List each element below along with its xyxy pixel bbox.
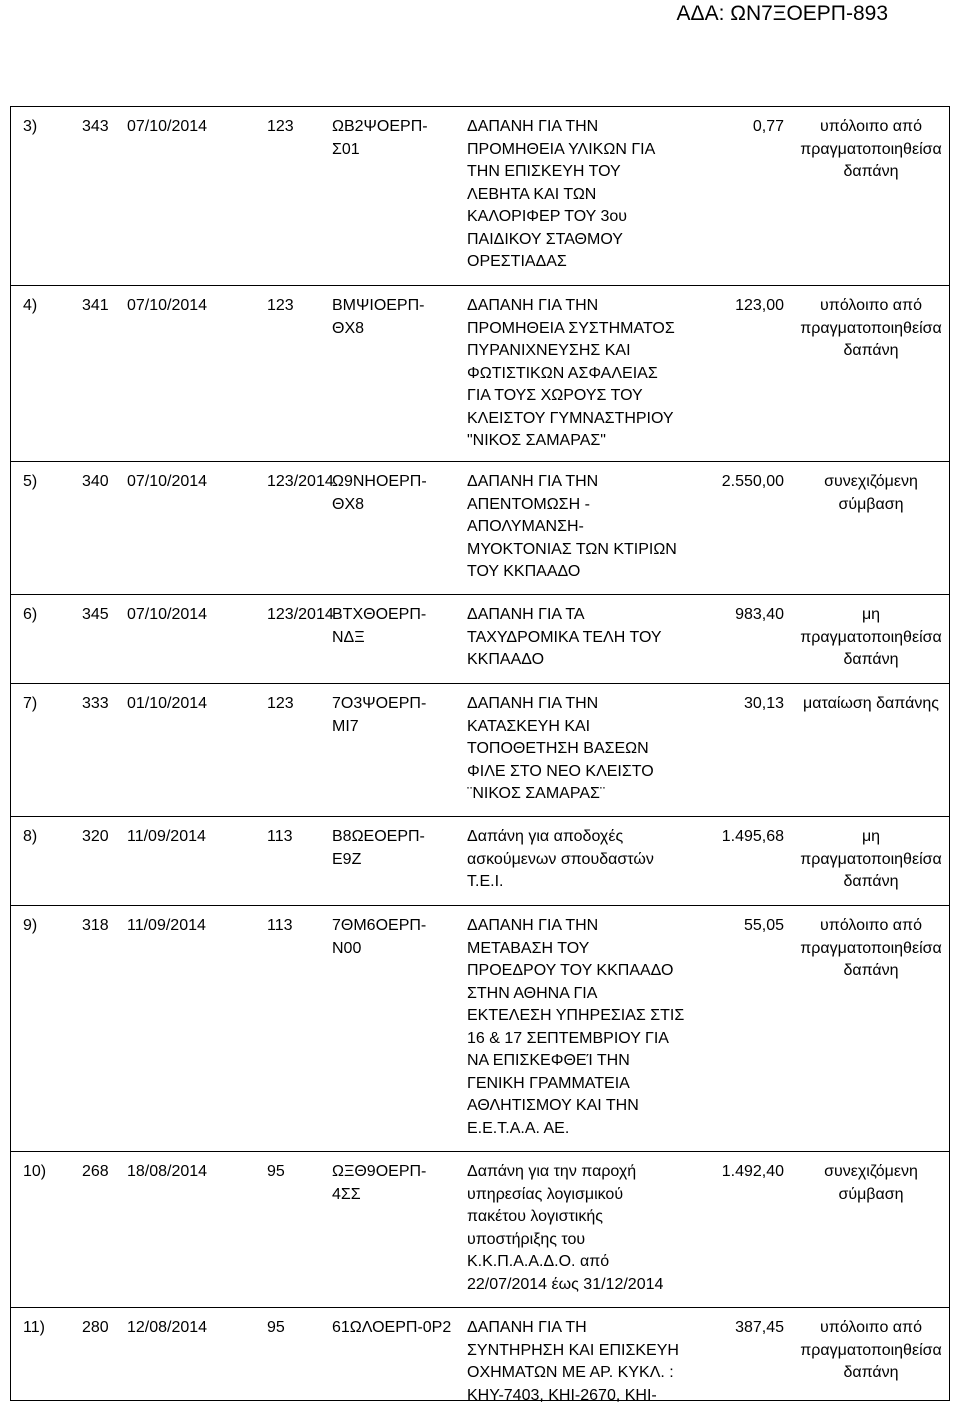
ada-code-line: ΘΧ8	[332, 495, 365, 513]
expense-status-line: δαπάνη	[843, 163, 899, 180]
expense-status-line: δαπάνη	[843, 342, 899, 359]
ada-code-line: Ω9ΝΗΟΕΡΠ-	[332, 473, 427, 490]
row-number: 11)	[23, 1319, 45, 1336]
row-date: 01/10/2014	[127, 695, 208, 712]
expense-description-line: ΜΥΟΚΤΟΝΙΑΣ ΤΩΝ ΚΤΙΡΙΩΝ	[467, 540, 677, 558]
expenses-table	[10, 106, 950, 1404]
row-number: 4)	[23, 297, 38, 314]
ada-code-line: ΒΤΧΘΟΕΡΠ-	[332, 606, 427, 623]
expense-description-line: ΠΡΟΕΔΡΟΥ ΤΟΥ ΚΚΠΑΑΔΟ	[467, 962, 674, 979]
expense-description-line: ΚΑΛΟΡΙΦΕΡ ΤΟΥ 3ου	[467, 208, 628, 225]
row-date: 07/10/2014	[127, 473, 208, 490]
expense-description	[467, 1161, 707, 1296]
expense-description-line: Ε.Ε.Τ.Α.Α. ΑΕ.	[467, 1119, 570, 1137]
row-date: 07/10/2014	[127, 118, 208, 135]
expense-status-line: ματαίωση δαπάνης	[803, 695, 939, 712]
row-date: 18/08/2014	[127, 1163, 208, 1180]
expense-status-line: πραγματοποιηθείσα	[800, 1341, 942, 1359]
expense-description-line: ΔΑΠΑΝΗ ΓΙΑ ΤΑ	[467, 606, 585, 623]
ada-code-line: Β8ΩΕΟΕΡΠ-Ε9Ζ	[332, 828, 425, 868]
expense-description-line: Δαπάνη για την παροχή	[467, 1163, 637, 1180]
expense-status	[791, 295, 951, 363]
kae-code: 123/2014	[267, 606, 334, 623]
ada-code-line: 7Ο3ΨΟΕΡΠ-ΜΙ7	[332, 695, 427, 735]
expense-status-line: υπόλοιπο από	[820, 297, 922, 314]
kae-code: 123	[267, 695, 294, 712]
expense-description-line: ΚΑΤΑΣΚΕΥΗ ΚΑΙ	[467, 717, 591, 735]
expense-description-line: ΜΕΤΑΒΑΣΗ ΤΟΥ	[467, 939, 590, 957]
row-cell	[11, 462, 950, 595]
expense-status-line: δαπάνη	[843, 873, 899, 890]
amount-value: 55,05	[743, 917, 784, 934]
expense-status-line: πραγματοποιηθείσα	[800, 939, 942, 957]
row-date: 11/09/2014	[127, 917, 206, 934]
expense-description-line: "ΝΙΚΟΣ ΣΑΜΑΡΑΣ"	[467, 432, 606, 449]
protocol-number: 345	[82, 606, 109, 623]
expense-description-line: Δαπάνη για αποδοχές	[467, 828, 624, 845]
row-date: 12/08/2014	[127, 1319, 208, 1336]
expense-status-line: πραγματοποιηθείσα	[800, 850, 942, 868]
expense-description-line: ΔΑΠΑΝΗ ΓΙΑ ΤΗΝ	[467, 695, 599, 712]
expense-description-line: ΓΙΑ ΤΟΥΣ ΧΩΡΟΥΣ ΤΟΥ	[467, 387, 643, 404]
expense-status-line: δαπάνη	[843, 962, 899, 979]
ada-code	[332, 295, 452, 340]
expense-description-line: ΚΗΥ-7403, ΚΗΙ-2670, ΚΗΙ-	[467, 1386, 657, 1404]
expense-description-line: ΔΑΠΑΝΗ ΓΙΑ ΤΗΝ	[467, 473, 599, 490]
ada-code	[332, 604, 452, 649]
expense-description-line: ΛΕΒΗΤΑ ΚΑΙ ΤΩΝ	[467, 185, 597, 203]
expense-status-line: δαπάνη	[843, 651, 899, 668]
row-cell	[11, 595, 950, 684]
table-row	[11, 107, 950, 286]
expense-status	[791, 1317, 951, 1385]
ada-code-line: ΘΧ8	[332, 319, 365, 337]
expense-description-line: ΑΠΕΝΤΟΜΩΣΗ -	[467, 495, 590, 513]
expense-description-line: ΝΑ ΕΠΙΣΚΕΦΘΕΊ ΤΗΝ	[467, 1052, 630, 1069]
expense-description	[467, 116, 707, 274]
expense-description	[467, 826, 707, 894]
ada-code-line: ΩΞΘ9ΟΕΡΠ-	[332, 1163, 427, 1180]
ada-code-line: 7ΘΜ6ΟΕΡΠ-	[332, 917, 427, 934]
expense-description-line: ΓΕΝΙΚΗ ΓΡΑΜΜΑΤΕΙΑ	[467, 1074, 630, 1092]
expense-status	[791, 604, 951, 672]
table-row	[11, 595, 950, 684]
expense-status-line: υπόλοιπο από	[820, 118, 922, 135]
expense-description-line: ΦΙΛΕ ΣΤΟ ΝΕΟ ΚΛΕΙΣΤΟ	[467, 762, 654, 780]
expense-description-line: ΚΚΠΑΑΔΟ	[467, 651, 545, 668]
ada-code	[332, 826, 452, 871]
table-row	[11, 1152, 950, 1308]
expense-description-line: υπηρεσίας λογισμικού	[467, 1185, 624, 1203]
expense-status-line: μη	[861, 828, 881, 845]
protocol-number: 341	[82, 297, 109, 314]
amount-value: 0,77	[752, 118, 784, 135]
amount-value: 983,40	[735, 606, 784, 623]
row-date: 07/10/2014	[127, 297, 208, 314]
expense-status-line: υπόλοιπο από	[820, 917, 922, 934]
table-row	[11, 286, 950, 462]
amount-value: 123,00	[735, 297, 784, 314]
expense-description-line: ΤΗΝ ΕΠΙΣΚΕΥΗ ΤΟΥ	[467, 163, 621, 180]
row-cell	[11, 817, 950, 906]
expense-status-line: υπόλοιπο από	[820, 1319, 922, 1336]
table-row	[11, 462, 950, 595]
expense-status	[791, 693, 951, 716]
ada-code-line: ΝΔΞ	[332, 628, 365, 646]
kae-code: 113	[267, 828, 293, 845]
row-cell	[11, 906, 950, 1152]
protocol-number: 318	[82, 917, 109, 934]
expense-description	[467, 693, 707, 806]
expense-description	[467, 604, 707, 672]
expense-description-line: ΠΡΟΜΗΘΕΙΑ ΥΛΙΚΩΝ ΓΙΑ	[467, 140, 656, 158]
ada-code	[332, 116, 452, 161]
protocol-number: 340	[82, 473, 109, 490]
table-row	[11, 817, 950, 906]
expense-description-line: ΣΥΝΤΗΡΗΣΗ ΚΑΙ ΕΠΙΣΚΕΥΗ	[467, 1341, 679, 1359]
expense-description-line: υποστήριξης του	[467, 1230, 586, 1248]
protocol-number: 333	[82, 695, 109, 712]
expense-description-line: ΣΤΗΝ ΑΘΗΝΑ ΓΙΑ	[467, 984, 598, 1002]
expense-status	[791, 471, 951, 516]
row-number: 6)	[23, 606, 38, 623]
ada-code	[332, 693, 452, 738]
amount-value: 387,45	[735, 1319, 784, 1336]
row-cell	[11, 684, 950, 817]
expense-description-line: ΔΑΠΑΝΗ ΓΙΑ ΤΗΝ	[467, 297, 599, 314]
expense-status	[791, 915, 951, 983]
expense-description	[467, 295, 707, 453]
row-number: 8)	[23, 828, 38, 845]
table-row	[11, 1308, 950, 1401]
expense-status	[791, 116, 951, 184]
row-number: 5)	[23, 473, 38, 490]
protocol-number: 320	[82, 828, 109, 845]
expense-description-line: ΤΟΥ ΚΚΠΑΑΔΟ	[467, 563, 581, 580]
expense-status	[791, 1161, 951, 1206]
row-number: 7)	[23, 695, 38, 712]
expense-description-line: ΟΡΕΣΤΙΑΔΑΣ	[467, 253, 567, 270]
expense-description-line: ΤΟΠΟΘΕΤΗΣΗ ΒΑΣΕΩΝ	[467, 740, 649, 757]
protocol-number: 343	[82, 118, 109, 135]
table-row	[11, 684, 950, 817]
amount-value: 1.492,40	[721, 1163, 784, 1180]
expense-description-line: ΔΑΠΑΝΗ ΓΙΑ ΤΗ	[467, 1319, 587, 1336]
expenses-table-body	[11, 107, 950, 1404]
row-number: 3)	[23, 118, 38, 135]
ada-code-line: Ν00	[332, 939, 362, 957]
expense-status-line: σύμβαση	[838, 495, 904, 513]
expense-description-line: 16 & 17 ΣΕΠΤΕΜΒΡΙΟΥ ΓΙΑ	[467, 1029, 669, 1047]
expense-description-line: Τ.Ε.Ι.	[467, 873, 504, 890]
expense-status	[791, 826, 951, 894]
expense-description-line: ΠΡΟΜΗΘΕΙΑ ΣΥΣΤΗΜΑΤΟΣ	[467, 319, 675, 337]
row-cell	[11, 286, 950, 462]
expense-status-line: πραγματοποιηθείσα	[800, 140, 942, 158]
expense-description	[467, 471, 707, 584]
expense-description-line: ΕΚΤΕΛΕΣΗ ΥΠΗΡΕΣΙΑΣ ΣΤΙΣ	[467, 1007, 685, 1024]
ada-code-line: 4ΣΣ	[332, 1185, 361, 1203]
protocol-number: 268	[82, 1163, 109, 1180]
expense-status-line: σύμβαση	[838, 1185, 904, 1203]
expense-description-line: ΟΧΗΜΑΤΩΝ ΜΕ ΑΡ. ΚΥΚΛ. :	[467, 1364, 674, 1381]
expense-description-line: ΑΘΛΗΤΙΣΜΟΥ ΚΑΙ ΤΗΝ	[467, 1097, 639, 1114]
row-cell	[11, 1308, 950, 1404]
expense-description-line: Κ.Κ.Π.Α.Α.Δ.Ο. από	[467, 1253, 610, 1270]
expense-description-line: 22/07/2014 έως 31/12/2014	[467, 1275, 664, 1293]
expense-status-line: πραγματοποιηθείσα	[800, 319, 942, 337]
expense-description-line: ΠΥΡΑΝΙΧΝΕΥΣΗΣ ΚΑΙ	[467, 342, 631, 359]
expense-description-line: ΔΑΠΑΝΗ ΓΙΑ ΤΗΝ	[467, 917, 599, 934]
row-date: 11/09/2014	[127, 828, 206, 845]
expense-description-line: ασκούμενων σπουδαστών	[467, 850, 654, 868]
row-cell	[11, 1152, 950, 1308]
row-date: 07/10/2014	[127, 606, 208, 623]
kae-code: 113	[267, 917, 293, 934]
kae-code: 123	[267, 118, 294, 135]
ada-code	[332, 1317, 452, 1340]
kae-code: 95	[267, 1319, 285, 1336]
expense-description-line: πακέτου λογιστικής	[467, 1208, 603, 1225]
expense-description-line: ΑΠΟΛΥΜΑΝΣΗ-	[467, 518, 584, 535]
kae-code: 123/2014	[267, 473, 334, 490]
kae-code: 95	[267, 1163, 285, 1180]
protocol-number: 280	[82, 1319, 109, 1336]
expense-status-line: μη	[861, 606, 881, 623]
expense-status-line: συνεχιζόμενη	[824, 473, 918, 490]
kae-code: 123	[267, 297, 294, 314]
row-number: 10)	[23, 1163, 47, 1180]
amount-value: 2.550,00	[721, 473, 784, 490]
ada-code-line: ΩΒ2ΨΟΕΡΠ-	[332, 118, 428, 135]
expense-description-line: ΠΑΙΔΙΚΟΥ ΣΤΑΘΜΟΥ	[467, 230, 623, 248]
row-number: 9)	[23, 917, 38, 934]
ada-code	[332, 915, 452, 960]
table-row	[11, 906, 950, 1152]
ada-code-line: ΒΜΨΙΟΕΡΠ-	[332, 297, 425, 314]
amount-value: 1.495,68	[721, 828, 784, 845]
amount-value: 30,13	[743, 695, 784, 712]
ada-header: ΑΔΑ: ΩΝ7ΞΟΕΡΠ-893	[676, 2, 888, 25]
expense-description-line: ΦΩΤΙΣΤΙΚΩΝ ΑΣΦΑΛΕΙΑΣ	[467, 364, 658, 382]
ada-code-line: 61ΩΛΟΕΡΠ-0Ρ2	[332, 1319, 452, 1336]
ada-code	[332, 1161, 452, 1206]
expense-description-line: ΚΛΕΙΣΤΟΥ ΓΥΜΝΑΣΤΗΡΙΟΥ	[467, 409, 674, 427]
expense-description	[467, 1317, 707, 1407]
expense-description-line: ¨ΝΙΚΟΣ ΣΑΜΑΡΑΣ¨	[467, 785, 606, 802]
expense-description	[467, 915, 707, 1140]
expense-status-line: δαπάνη	[843, 1364, 899, 1381]
row-cell	[11, 107, 950, 286]
expense-description-line: ΔΑΠΑΝΗ ΓΙΑ ΤΗΝ	[467, 118, 599, 135]
expense-status-line: πραγματοποιηθείσα	[800, 628, 942, 646]
expense-status-line: συνεχιζόμενη	[824, 1163, 918, 1180]
expense-description-line: ΤΑΧΥΔΡΟΜΙΚΑ ΤΕΛΗ ΤΟΥ	[467, 628, 662, 646]
ada-code	[332, 471, 452, 516]
ada-code-line: Σ01	[332, 140, 360, 158]
